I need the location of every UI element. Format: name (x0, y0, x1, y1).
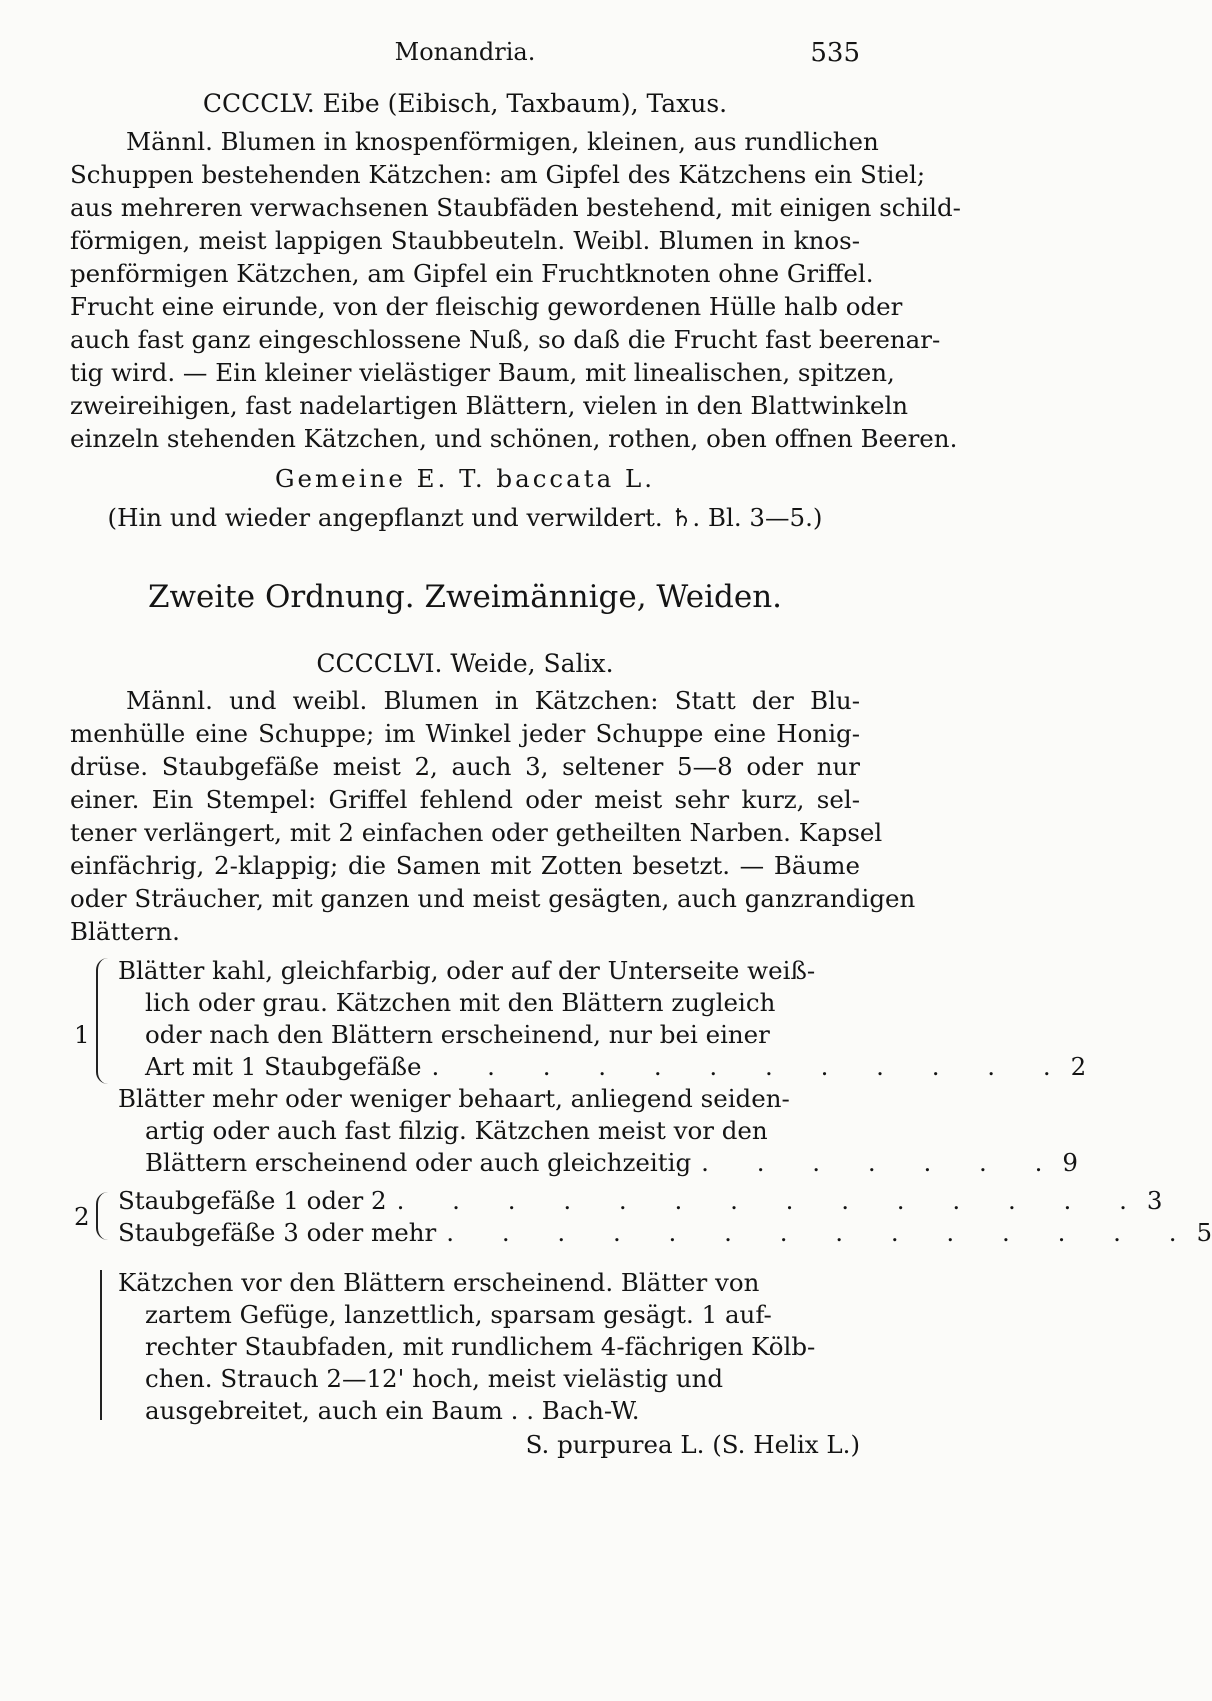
text-line: Schuppen bestehenden Kätzchen: am Gipfel des Kätzchens ein Stiel; (70, 160, 926, 189)
leader-dots: . . . . . . . . . . . . . . (396, 1186, 1147, 1215)
key-brace (96, 1192, 108, 1240)
leader-dots: . . . . . . . (701, 1148, 1063, 1177)
key-line: oder nach den Blättern erscheinend, nur bei einer (145, 1020, 770, 1049)
text-line: aus mehreren verwachsenen Staubfäden bestehend, mit einigen schild- (70, 193, 961, 222)
lead-number: 5 (1196, 1218, 1212, 1247)
genus-heading-salix: CCCCLVI. Weide, Salix. (316, 649, 614, 678)
key-bar (100, 1270, 102, 1420)
key-line: chen. Strauch 2—12' hoch, meist vielästig und (145, 1364, 724, 1393)
key-line: ausgebreitet, auch ein Baum . . Bach-W. (145, 1396, 640, 1425)
key-brace (96, 958, 108, 1084)
text-line: Frucht eine eirunde, von der fleischig gewordenen Hülle halb oder (70, 292, 903, 321)
text-line: oder Sträucher, mit ganzen und meist gesägten, auch ganzrandigen (70, 884, 916, 913)
key-line: Staubgefäße 1 oder 2 (118, 1186, 387, 1215)
text-line: einer. Ein Stempel: Griffel fehlend oder meist sehr kurz, sel- (70, 785, 860, 814)
genus-heading-taxus: CCCCLV. Eibe (Eibisch, Taxbaum), Taxus. (202, 89, 728, 118)
key-lead-row (118, 1186, 1163, 1217)
text-line: tig wird. — Ein kleiner vielästiger Baum, mit linealischen, spitzen, (70, 358, 895, 387)
text-line: menhülle eine Schuppe; im Winkel jeder Schuppe eine Honig- (70, 719, 860, 748)
lead-number: 2 (1070, 1052, 1087, 1081)
text-line: penförmigen Kätzchen, am Gipfel ein Fruchtknoten ohne Griffel. (70, 259, 874, 288)
running-title: Monandria. (394, 38, 536, 66)
key-line: Kätzchen vor den Blättern erscheinend. Blätter von (118, 1268, 760, 1297)
key-couplet-number: 2 (74, 1202, 90, 1231)
key-line: Staubgefäße 3 oder mehr (118, 1218, 437, 1247)
key-line: rechter Staubfaden, mit rundlichem 4-fächrigen Kölb- (145, 1332, 816, 1361)
order-title: Zweite Ordnung. Zweimännige, Weiden. (147, 579, 783, 615)
key-lead-row (145, 1052, 1087, 1083)
key-lead-row (118, 1218, 1212, 1249)
key-line: Art mit 1 Staubgefäße (145, 1052, 422, 1081)
lead-number: 3 (1146, 1186, 1163, 1215)
text-line: einzeln stehenden Kätzchen, und schönen, rothen, oben offnen Beeren. (70, 424, 958, 453)
text-line: förmigen, meist lappigen Staubbeuteln. Weibl. Blumen in knos- (70, 226, 860, 255)
species-name: Gemeine E. T. baccata L. (274, 464, 656, 493)
page-header (70, 38, 860, 78)
key-line: Blättern erscheinend oder auch gleichzeitig (145, 1148, 692, 1177)
species-note: (Hin und wieder angepflanzt und verwildert. ♄. Bl. 3—5.) (107, 503, 823, 532)
leader-dots: . . . . . . . . . . . . . . (446, 1218, 1197, 1247)
text-line: tener verlängert, mit 2 einfachen oder getheilten Narben. Kapsel (70, 818, 883, 847)
key-line: Blätter kahl, gleichfarbig, oder auf der Unterseite weiß- (118, 956, 816, 985)
key-line: Blätter mehr oder weniger behaart, anliegend seiden- (118, 1084, 790, 1113)
key-lead-row (145, 1148, 1078, 1179)
text-line: Blättern. (70, 917, 180, 946)
key-couplet-number: 1 (74, 1020, 90, 1049)
text-line: Männl. Blumen in knospenförmigen, kleinen, aus rundlichen (126, 127, 879, 156)
key-line: zartem Gefüge, lanzettlich, sparsam gesägt. 1 auf- (145, 1300, 772, 1329)
leader-dots: . . . . . . . . . . . . (431, 1052, 1071, 1081)
text-line: auch fast ganz eingeschlossene Nuß, so daß die Frucht fast beerenar- (70, 325, 941, 354)
text-line: drüse. Staubgefäße meist 2, auch 3, seltener 5—8 oder nur (70, 752, 860, 781)
key-line: lich oder grau. Kätzchen mit den Blättern zugleich (145, 988, 776, 1017)
key-line: artig oder auch fast filzig. Kätzchen meist vor den (145, 1116, 768, 1145)
page-number: 535 (810, 38, 860, 68)
text-line: zweireihigen, fast nadelartigen Blättern, vielen in den Blattwinkeln (70, 391, 909, 420)
text-line: Männl. und weibl. Blumen in Kätzchen: Statt der Blu- (126, 686, 860, 715)
text-line: einfächrig, 2-klappig; die Samen mit Zotten besetzt. — Bäume (70, 851, 860, 880)
lead-number: 9 (1062, 1148, 1078, 1177)
species-name: S. purpurea L. (S. Helix L.) (525, 1430, 860, 1459)
